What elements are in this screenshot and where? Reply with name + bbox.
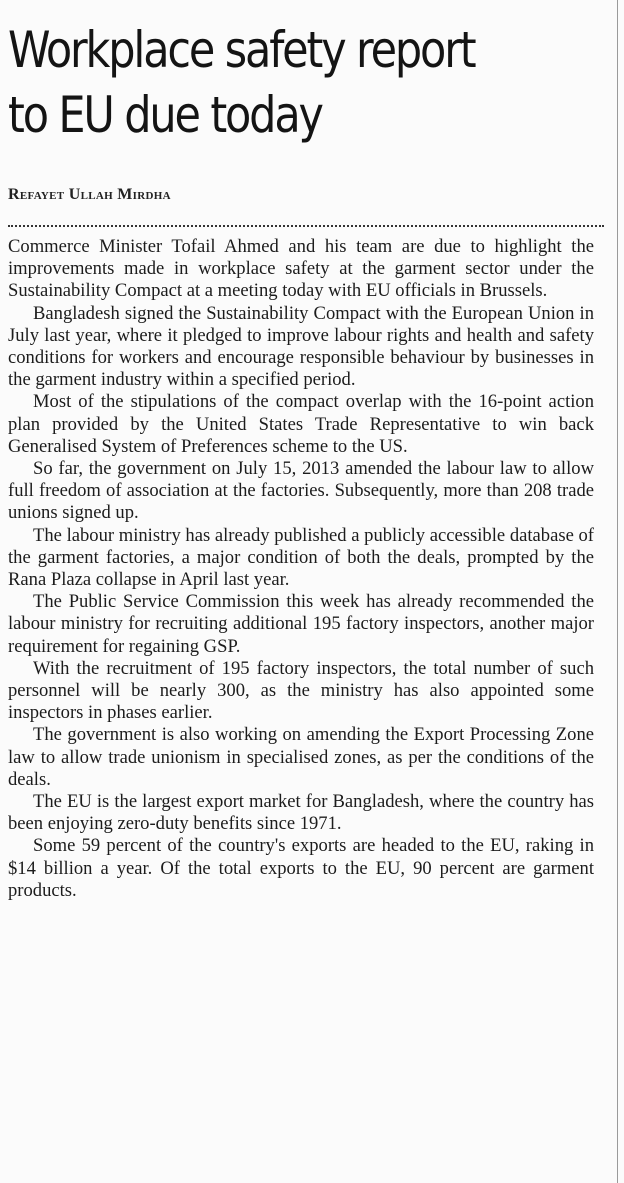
article-paragraph: Most of the stipulations of the compact overlap with the 16-point action plan provided by the United States Trade Representative to win back Generalised System of Preferences scheme to the US. [8, 391, 594, 457]
article-headline: Workplace safety report to EU due today [8, 21, 475, 144]
article-paragraph: The Public Service Commission this week has already recommended the labour ministry for recruiting additional 195 factory inspectors, another major requirement for regaining GSP. [8, 591, 594, 657]
dotted-separator [8, 225, 604, 227]
article-paragraph: So far, the government on July 15, 2013 amended the labour law to allow full freedom of association at the factories. Subsequently, more than 208 trade unions signed up. [8, 458, 594, 524]
article-paragraph: Commerce Minister Tofail Ahmed and his team are due to highlight the improvements made in workplace safety at the garment sector under the Sustainability Compact at a meeting today with EU officials in Brussels. [8, 236, 594, 302]
author-byline: Refayet Ullah Mirdha [8, 186, 171, 203]
article-paragraph: Bangladesh signed the Sustainability Compact with the European Union in July last year, where it pledged to improve labour rights and health and safety conditions for workers and encourage responsible behaviour by businesses in the garment industry within a specified period. [8, 302, 594, 391]
column-divider [617, 0, 618, 1183]
article-paragraph: Some 59 percent of the country's exports are headed to the EU, raking in $14 billion a year. Of the total exports to the EU, 90 percent are garment products. [8, 835, 594, 901]
article-body [8, 236, 594, 902]
article-paragraph: The government is also working on amending the Export Processing Zone law to allow trade unionism in specialised zones, as per the conditions of the deals. [8, 724, 594, 790]
article-paragraph: With the recruitment of 195 factory inspectors, the total number of such personnel will be nearly 300, as the ministry has also appointed some inspectors in phases earlier. [8, 657, 594, 724]
article-paragraph: The labour ministry has already published a publicly accessible database of the garment factories, a major condition of both the deals, prompted by the Rana Plaza collapse in April last year. [8, 524, 594, 591]
article-paragraph: The EU is the largest export market for Bangladesh, where the country has been enjoying zero-duty benefits since 1971. [8, 791, 594, 835]
